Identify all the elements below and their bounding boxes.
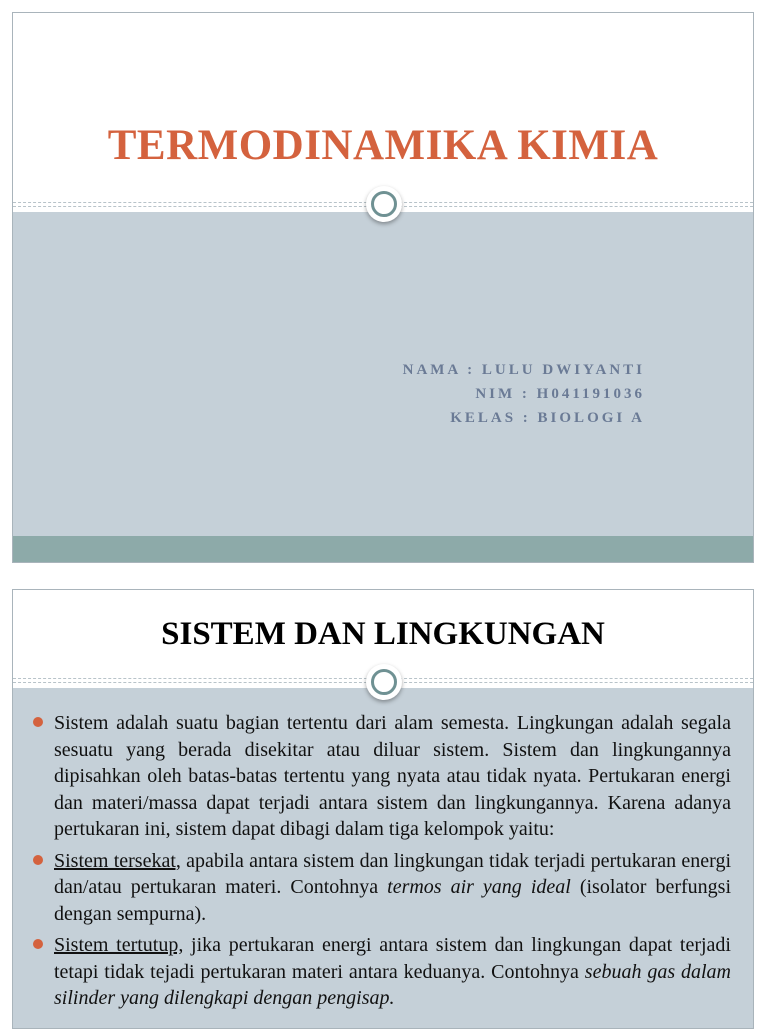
circle-ornament-icon — [366, 186, 402, 222]
bullet-item — [33, 710, 731, 843]
term-closed-isolated: Sistem tersekat, — [54, 849, 181, 872]
author-nim: NIM : H041191036 — [475, 386, 645, 402]
slide-title: SISTEM DAN LINGKUNGAN — [161, 616, 605, 652]
bullet-dot-icon — [33, 855, 43, 865]
term-closed: Sistem tertutup, — [54, 934, 184, 956]
circle-ornament-icon — [366, 664, 402, 700]
author-name: NAMA : LULU DWIYANTI — [402, 362, 645, 378]
bullet-dot-icon — [33, 717, 43, 727]
example-text: termos air yang ideal — [387, 876, 571, 898]
author-info — [403, 358, 645, 430]
bullet-text: apabila antara sistem dan lingkungan tidak terjadi pertukaran energi dan/atau pertukaran materi. Contohnya — [54, 849, 732, 898]
bullet-text: Sistem adalah suatu bagian tertentu dari alam semesta. Lingkungan adalah segala sesuatu yang berada disekitar atau diluar sistem. Sistem dan lingkungannya dipisahkan oleh batas-batas tertentu yang nyata atau tidak nyata. Pertukaran energi dan materi/massa dapat terjadi antara sistem dan lingkungannya. Karena adanya pertukaran ini, sistem dapat dibagi dalam tiga kelompok yaitu: — [54, 712, 731, 840]
bullet-item — [33, 848, 731, 928]
bullet-list — [33, 710, 731, 1017]
content-slide — [12, 589, 754, 1029]
bullet-dot-icon — [33, 939, 43, 949]
example-text: sebuah gas dalam silinder yang dilengkapi dengan pengisap. — [54, 960, 731, 1009]
footer-stripe — [13, 536, 753, 563]
bullet-text: (isolator berfungsi dengan sempurna). — [54, 876, 732, 925]
title-slide — [12, 12, 754, 563]
slide-title: TERMODINAMIKA KIMIA — [107, 122, 659, 169]
bullet-text: jika pertukaran energi antara sistem dan lingkungan dapat terjadi tetapi tidak tejadi pertukaran materi antara keduanya. Contohnya — [54, 934, 731, 983]
bullet-item — [33, 932, 731, 1012]
author-class: KELAS : BIOLOGI A — [450, 410, 645, 426]
